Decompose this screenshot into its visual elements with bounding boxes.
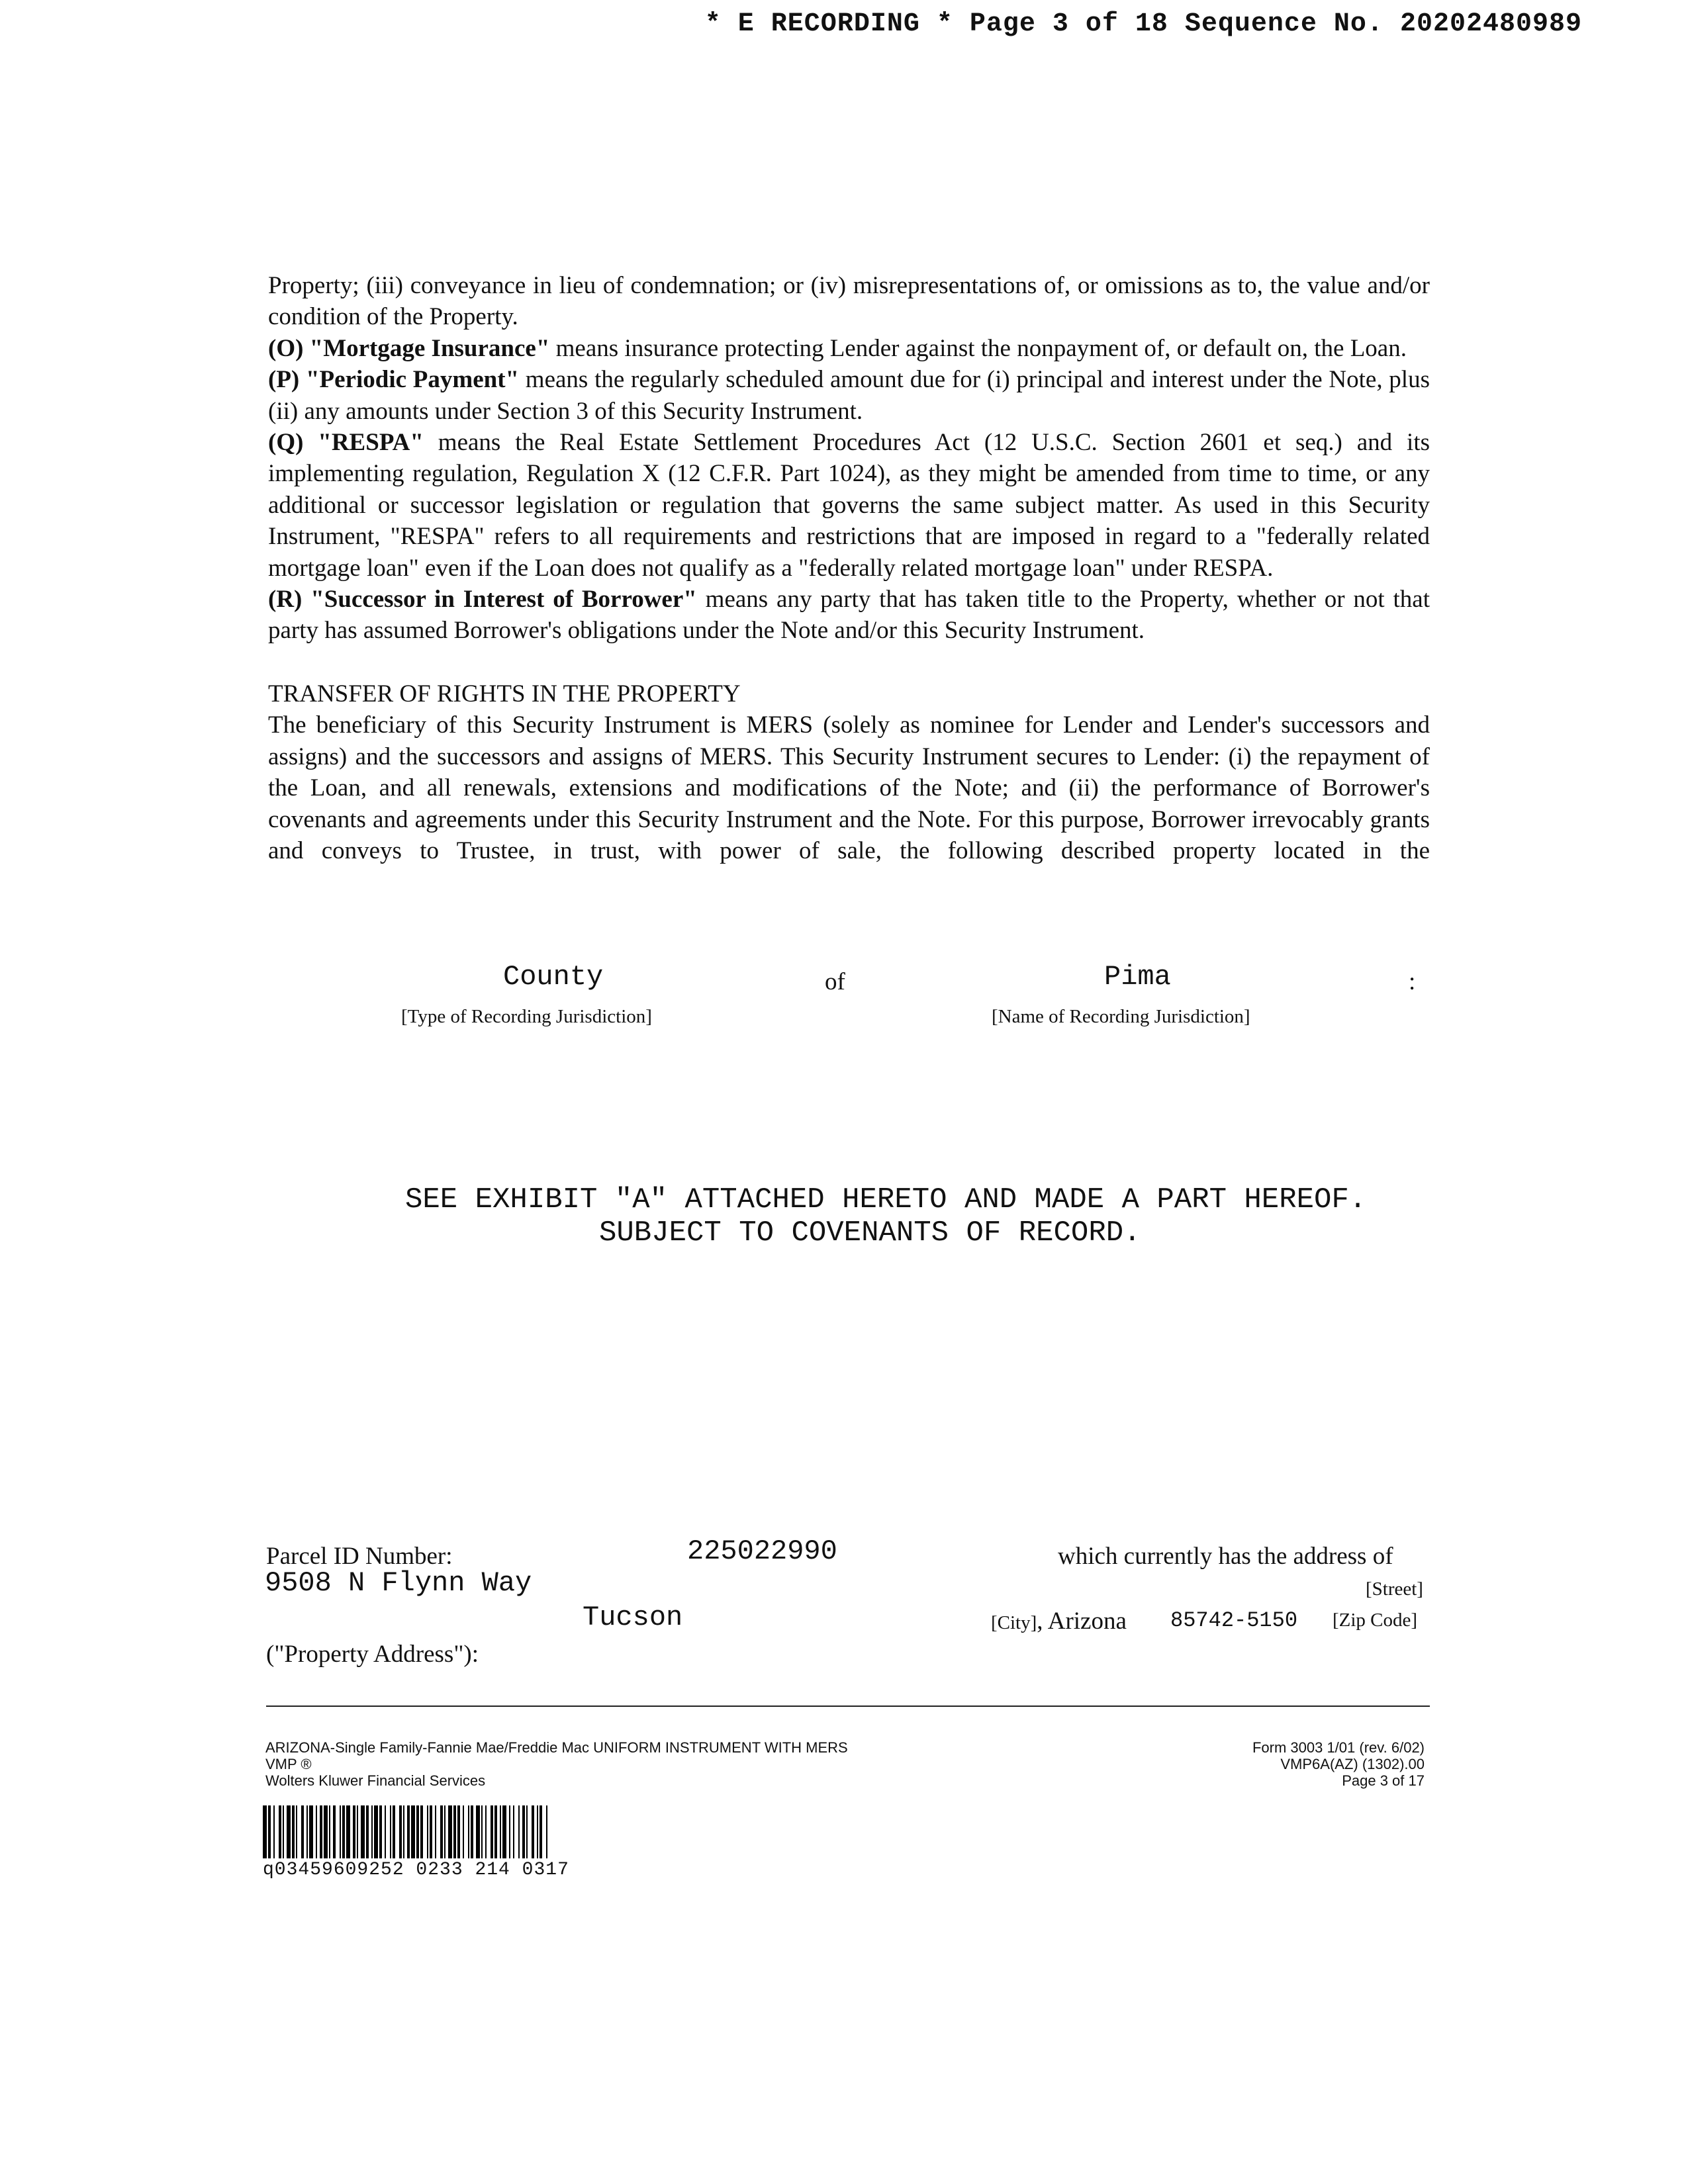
state-text: , Arizona [1037, 1608, 1127, 1635]
footer-right [1252, 1739, 1425, 1789]
jurisdiction-colon: : [1409, 968, 1416, 995]
definition-o [268, 333, 1430, 364]
footer-vmp-code: VMP6A(AZ) (1302).00 [1280, 1756, 1425, 1772]
city-caption: [City] [991, 1612, 1037, 1633]
definition-r-text: means any party that has taken title to the Property, whether or not that party has assumed Borrower's obligations under the Note and/or this Security Instrument. [268, 586, 1430, 645]
exhibit-line-1: SEE EXHIBIT "A" ATTACHED HERETO AND MADE A PART HEREOF. [405, 1183, 1367, 1216]
barcode-image [263, 1805, 717, 1858]
parcel-id-value: 225022990 [687, 1535, 837, 1567]
term-mortgage-insurance: (O) "Mortgage Insurance" [268, 334, 550, 362]
exhibit-line-2: SUBJECT TO COVENANTS OF RECORD. [599, 1216, 1141, 1250]
term-periodic-payment: (P) "Periodic Payment" [268, 366, 520, 394]
parcel-id-label: Parcel ID Number: [266, 1543, 453, 1570]
footer-publisher: Wolters Kluwer Financial Services [265, 1772, 486, 1789]
footer-divider [266, 1706, 1430, 1707]
street-value: 9508 N Flynn Way [265, 1567, 532, 1599]
definition-r [268, 584, 1430, 647]
footer-left [265, 1739, 848, 1789]
footer-form-number: Form 3003 1/01 (rev. 6/02) [1252, 1739, 1425, 1756]
of-word: of [825, 968, 845, 995]
property-address-label: ("Property Address"): [266, 1641, 479, 1668]
zip-value: 85742-5150 [1170, 1608, 1298, 1633]
jurisdiction-name-caption: [Name of Recording Jurisdiction] [992, 1006, 1250, 1027]
definition-q [268, 427, 1430, 584]
city-value: Tucson [583, 1602, 683, 1633]
footer-page-number: Page 3 of 17 [1342, 1772, 1425, 1789]
definition-p-text: means the regularly scheduled amount due for (i) principal and interest under the Note, plus (ii) any amounts under Section 3 of this Security Instrument. [268, 366, 1430, 425]
recording-banner: * E RECORDING * Page 3 of 18 Sequence No. 20202480989 [704, 9, 1582, 39]
body-text [268, 270, 1430, 866]
jurisdiction-type-caption: [Type of Recording Jurisdiction] [401, 1006, 652, 1027]
definition-intro-fragment: Property; (iii) conveyance in lieu of condemnation; or (iv) misrepresentations of, or omissions as to, the value and/or condition of the Property. [268, 272, 1430, 331]
jurisdiction-type-value: County [503, 961, 604, 993]
street-caption: [Street] [1366, 1578, 1423, 1600]
footer-form-title: ARIZONA-Single Family-Fannie Mae/Freddie Mac UNIFORM INSTRUMENT WITH MERS [265, 1739, 848, 1756]
city-state-line [991, 1607, 1127, 1635]
transfer-paragraph: The beneficiary of this Security Instrument is MERS (solely as nominee for Lender and Lender's successors and assigns) and the successors and assigns of MERS. This Security Instrument secures to Lender: (i) the repayment of the Loan, and all renewals, extensions and modifications of the Note; and (ii) the performance of Borrower's covenants and agreements under this Security Instrument and the Note. For this purpose, Borrower irrevocably grants and conveys to Trustee, in trust, with power of sale, the following described property located in the [268, 711, 1430, 864]
barcode-text: q03459609252 0233 214 0317 [263, 1860, 569, 1880]
definition-p [268, 364, 1430, 427]
definition-q-text: means the Real Estate Settlement Procedures Act (12 U.S.C. Section 2601 et seq.) and its implementing regulation, Regulation X (12 C.F.R. Part 1024), as they might be amended from time to time, or any additional or successor legislation or regulation that governs the same subject matter. As used in this Security Instrument, "RESPA" refers to all requirements and restrictions that are imposed in regard to a "federally related mortgage loan" even if the Loan does not qualify as a "federally related mortgage loan" under RESPA. [268, 429, 1430, 582]
definition-o-text: means insurance protecting Lender against the nonpayment of, or default on, the Loan. [549, 334, 1407, 362]
term-respa: (Q) "RESPA" [268, 429, 424, 457]
address-of-label: which currently has the address of [1058, 1543, 1393, 1570]
jurisdiction-name-value: Pima [1104, 961, 1171, 993]
footer-vmp: VMP ® [265, 1756, 312, 1772]
zip-caption: [Zip Code] [1333, 1610, 1418, 1631]
transfer-section-title: TRANSFER OF RIGHTS IN THE PROPERTY [268, 680, 741, 707]
term-successor-in-interest: (R) "Successor in Interest of Borrower" [268, 586, 697, 614]
